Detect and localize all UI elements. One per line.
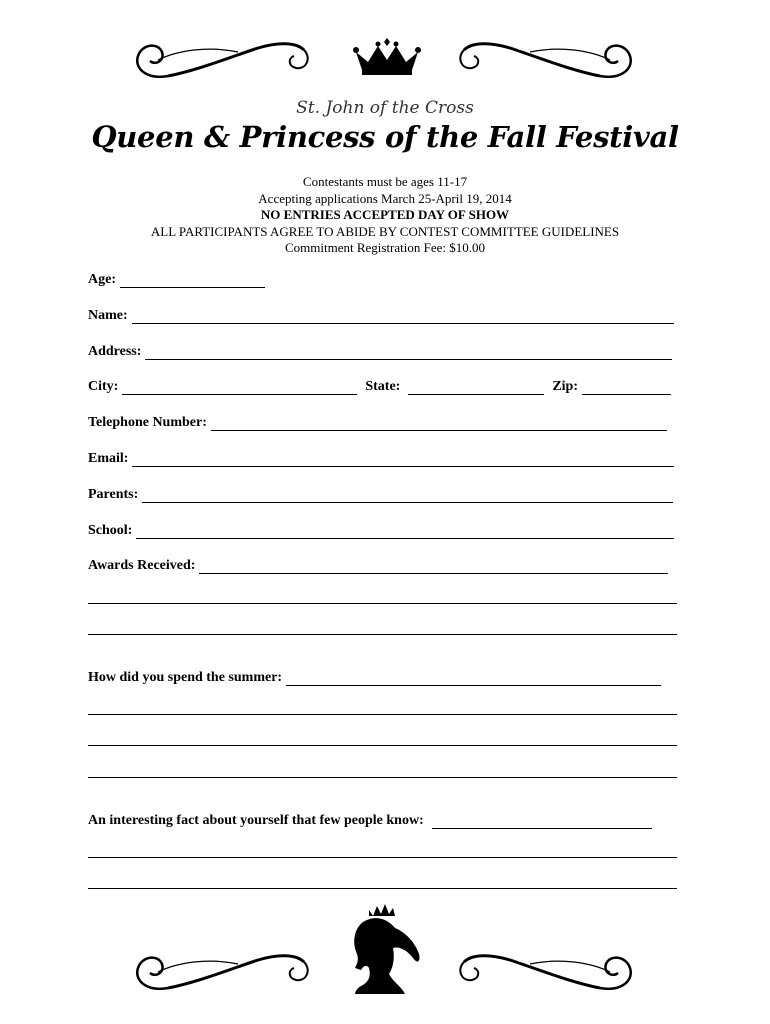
city-label: City: (88, 379, 119, 394)
summer-extra-line-2[interactable] (88, 745, 677, 746)
email-field[interactable] (132, 452, 674, 467)
school-field[interactable] (136, 524, 674, 539)
telephone-label: Telephone Number: (88, 415, 207, 430)
school-label: School: (88, 523, 133, 538)
address-label: Address: (88, 344, 142, 359)
summer-label: How did you spend the summer: (88, 670, 283, 685)
age-label: Age: (88, 272, 116, 287)
fact-label: An interesting fact about yourself that few people know: (88, 813, 424, 828)
fact-row (88, 813, 652, 829)
swirl-ornament-bottom-left (128, 942, 313, 1000)
swirl-ornament-top-left (128, 30, 313, 88)
fact-field[interactable] (432, 814, 652, 829)
telephone-row (88, 415, 667, 431)
parents-field[interactable] (142, 488, 673, 503)
name-label: Name: (88, 308, 128, 323)
state-field[interactable] (408, 380, 544, 395)
awards-field[interactable] (199, 559, 668, 574)
age-field[interactable] (120, 273, 265, 288)
summer-extra-line-1[interactable] (88, 714, 677, 715)
info-dates: Accepting applications March 25-April 19, 2014 (258, 190, 512, 206)
fact-extra-line-1[interactable] (88, 857, 677, 858)
school-row (88, 523, 674, 539)
awards-extra-line-2[interactable] (88, 634, 677, 635)
zip-label: Zip: (552, 379, 579, 394)
city-field[interactable] (122, 380, 357, 395)
info-no-entries: NO ENTRIES ACCEPTED DAY OF SHOW (260, 207, 510, 222)
awards-label: Awards Received: (88, 558, 196, 573)
email-label: Email: (88, 451, 129, 466)
parents-row (88, 487, 673, 503)
fact-extra-line-2[interactable] (88, 888, 677, 889)
parents-label: Parents: (88, 487, 139, 502)
crown-icon (350, 38, 424, 78)
name-row (88, 308, 674, 324)
email-row (88, 451, 674, 467)
summer-field[interactable] (286, 671, 661, 686)
name-field[interactable] (132, 309, 674, 324)
awards-extra-line-1[interactable] (88, 603, 677, 604)
swirl-ornament-top-right (455, 30, 640, 88)
info-fee: Commitment Registration Fee: $10.00 (284, 240, 486, 255)
info-ages: Contestants must be ages 11-17 (302, 174, 468, 189)
summer-row (88, 670, 661, 686)
address-row (88, 344, 672, 360)
address-field[interactable] (145, 345, 672, 360)
zip-field[interactable] (582, 380, 671, 395)
age-row (88, 272, 265, 288)
page-title: Queen & Princess of the Fall Festival (91, 120, 679, 154)
info-guidelines: ALL PARTICIPANTS AGREE TO ABIDE BY CONTEST COMMITTEE GUIDELINES (150, 223, 620, 239)
city-state-zip-row (88, 379, 671, 395)
swirl-ornament-bottom-right (455, 942, 640, 1000)
subtitle: St. John of the Cross (296, 98, 474, 118)
summer-extra-line-3[interactable] (88, 777, 677, 778)
awards-row (88, 558, 668, 574)
telephone-field[interactable] (211, 416, 667, 431)
princess-silhouette-icon (345, 902, 425, 994)
state-label: State: (365, 379, 401, 394)
info-block (0, 174, 770, 257)
